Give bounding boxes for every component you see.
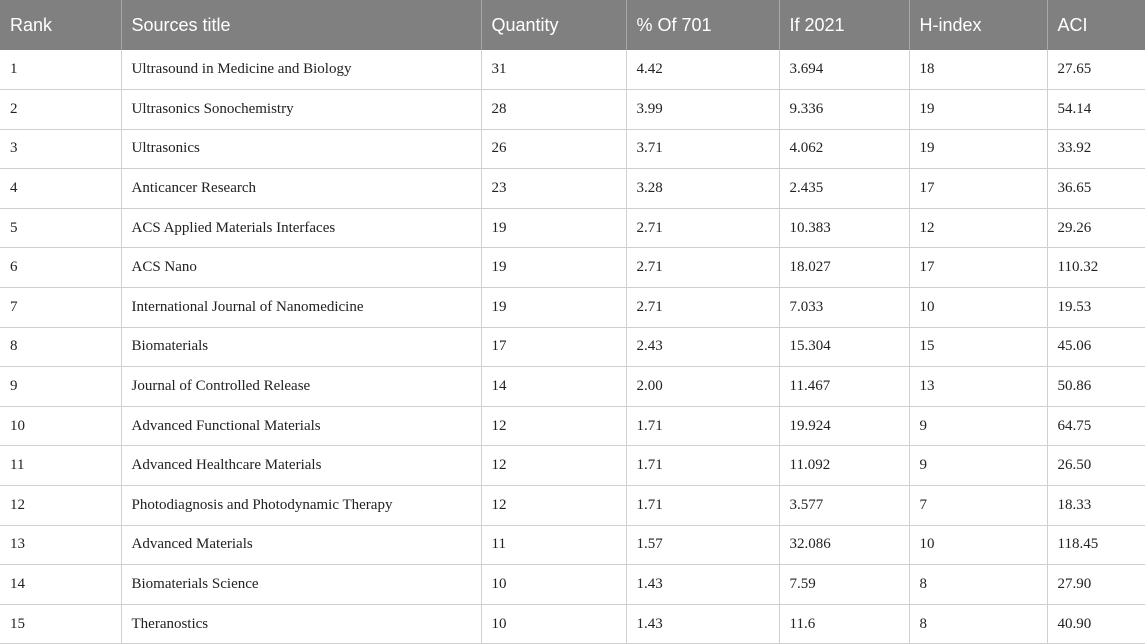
cell-h-index: 9 [909, 406, 1047, 446]
cell-sources-title: Advanced Materials [121, 525, 481, 565]
cell-rank: 3 [0, 129, 121, 169]
cell-h-index: 12 [909, 208, 1047, 248]
cell-quantity: 12 [481, 406, 626, 446]
cell-quantity: 19 [481, 288, 626, 328]
cell-if-2021: 7.59 [779, 565, 909, 605]
cell-sources-title: Journal of Controlled Release [121, 367, 481, 407]
table-row [0, 525, 1145, 565]
cell-percent: 2.71 [626, 288, 779, 328]
cell-if-2021: 15.304 [779, 327, 909, 367]
cell-percent: 3.71 [626, 129, 779, 169]
cell-rank: 2 [0, 90, 121, 130]
cell-if-2021: 3.694 [779, 50, 909, 90]
cell-sources-title: Biomaterials Science [121, 565, 481, 605]
cell-if-2021: 11.6 [779, 604, 909, 644]
cell-if-2021: 9.336 [779, 90, 909, 130]
table-row [0, 129, 1145, 169]
cell-aci: 18.33 [1047, 486, 1145, 526]
cell-aci: 45.06 [1047, 327, 1145, 367]
header-percent-of-701: % Of 701 [626, 0, 779, 50]
cell-h-index: 19 [909, 129, 1047, 169]
cell-aci: 40.90 [1047, 604, 1145, 644]
cell-rank: 9 [0, 367, 121, 407]
header-if-2021: If 2021 [779, 0, 909, 50]
cell-percent: 2.43 [626, 327, 779, 367]
cell-aci: 27.65 [1047, 50, 1145, 90]
cell-h-index: 19 [909, 90, 1047, 130]
cell-sources-title: ACS Applied Materials Interfaces [121, 208, 481, 248]
cell-h-index: 8 [909, 565, 1047, 605]
cell-if-2021: 32.086 [779, 525, 909, 565]
cell-aci: 64.75 [1047, 406, 1145, 446]
header-row [0, 0, 1145, 50]
table-row [0, 288, 1145, 328]
cell-sources-title: Anticancer Research [121, 169, 481, 209]
table-row [0, 565, 1145, 605]
cell-rank: 14 [0, 565, 121, 605]
header-h-index: H-index [909, 0, 1047, 50]
cell-quantity: 10 [481, 565, 626, 605]
cell-rank: 8 [0, 327, 121, 367]
cell-rank: 15 [0, 604, 121, 644]
table-row [0, 406, 1145, 446]
header-quantity: Quantity [481, 0, 626, 50]
cell-h-index: 10 [909, 525, 1047, 565]
table-row [0, 486, 1145, 526]
cell-if-2021: 7.033 [779, 288, 909, 328]
table-row [0, 169, 1145, 209]
cell-aci: 29.26 [1047, 208, 1145, 248]
cell-rank: 6 [0, 248, 121, 288]
cell-sources-title: Advanced Healthcare Materials [121, 446, 481, 486]
cell-rank: 1 [0, 50, 121, 90]
cell-h-index: 18 [909, 50, 1047, 90]
cell-quantity: 19 [481, 208, 626, 248]
cell-quantity: 12 [481, 486, 626, 526]
cell-rank: 7 [0, 288, 121, 328]
cell-sources-title: Advanced Functional Materials [121, 406, 481, 446]
cell-aci: 33.92 [1047, 129, 1145, 169]
cell-if-2021: 10.383 [779, 208, 909, 248]
header-sources-title: Sources title [121, 0, 481, 50]
table-row [0, 208, 1145, 248]
cell-if-2021: 3.577 [779, 486, 909, 526]
cell-percent: 1.43 [626, 565, 779, 605]
cell-sources-title: ACS Nano [121, 248, 481, 288]
cell-h-index: 15 [909, 327, 1047, 367]
cell-rank: 4 [0, 169, 121, 209]
cell-if-2021: 11.467 [779, 367, 909, 407]
cell-percent: 1.43 [626, 604, 779, 644]
cell-if-2021: 2.435 [779, 169, 909, 209]
cell-h-index: 9 [909, 446, 1047, 486]
cell-if-2021: 11.092 [779, 446, 909, 486]
cell-percent: 4.42 [626, 50, 779, 90]
table-row [0, 446, 1145, 486]
cell-rank: 13 [0, 525, 121, 565]
cell-aci: 50.86 [1047, 367, 1145, 407]
cell-quantity: 26 [481, 129, 626, 169]
cell-if-2021: 18.027 [779, 248, 909, 288]
cell-percent: 1.57 [626, 525, 779, 565]
cell-h-index: 7 [909, 486, 1047, 526]
cell-aci: 118.45 [1047, 525, 1145, 565]
table-row [0, 367, 1145, 407]
cell-rank: 12 [0, 486, 121, 526]
cell-percent: 1.71 [626, 406, 779, 446]
cell-quantity: 14 [481, 367, 626, 407]
cell-percent: 3.99 [626, 90, 779, 130]
table-row [0, 327, 1145, 367]
cell-if-2021: 4.062 [779, 129, 909, 169]
cell-rank: 5 [0, 208, 121, 248]
cell-quantity: 12 [481, 446, 626, 486]
cell-sources-title: Ultrasonics [121, 129, 481, 169]
cell-h-index: 17 [909, 248, 1047, 288]
cell-quantity: 23 [481, 169, 626, 209]
cell-aci: 36.65 [1047, 169, 1145, 209]
cell-quantity: 11 [481, 525, 626, 565]
header-rank: Rank [10, 14, 53, 35]
cell-percent: 2.71 [626, 248, 779, 288]
cell-aci: 19.53 [1047, 288, 1145, 328]
cell-aci: 54.14 [1047, 90, 1145, 130]
cell-rank: 11 [0, 446, 121, 486]
cell-quantity: 28 [481, 90, 626, 130]
cell-percent: 2.71 [626, 208, 779, 248]
cell-if-2021: 19.924 [779, 406, 909, 446]
cell-quantity: 10 [481, 604, 626, 644]
cell-h-index: 8 [909, 604, 1047, 644]
cell-sources-title: Ultrasound in Medicine and Biology [121, 50, 481, 90]
table-body [0, 50, 1145, 644]
cell-quantity: 31 [481, 50, 626, 90]
cell-h-index: 13 [909, 367, 1047, 407]
cell-aci: 27.90 [1047, 565, 1145, 605]
cell-h-index: 10 [909, 288, 1047, 328]
header-aci: ACI [1047, 0, 1145, 50]
cell-h-index: 17 [909, 169, 1047, 209]
cell-rank: 10 [0, 406, 121, 446]
cell-sources-title: Biomaterials [121, 327, 481, 367]
cell-percent: 3.28 [626, 169, 779, 209]
cell-percent: 2.00 [626, 367, 779, 407]
cell-quantity: 17 [481, 327, 626, 367]
cell-sources-title: Ultrasonics Sonochemistry [121, 90, 481, 130]
table-row [0, 604, 1145, 644]
table-header [0, 0, 1145, 50]
cell-aci: 110.32 [1047, 248, 1145, 288]
cell-quantity: 19 [481, 248, 626, 288]
table-row [0, 90, 1145, 130]
cell-percent: 1.71 [626, 446, 779, 486]
cell-sources-title: Theranostics [121, 604, 481, 644]
cell-aci: 26.50 [1047, 446, 1145, 486]
table-row [0, 248, 1145, 288]
table-row [0, 50, 1145, 90]
cell-sources-title: International Journal of Nanomedicine [121, 288, 481, 328]
cell-sources-title: Photodiagnosis and Photodynamic Therapy [121, 486, 481, 526]
cell-percent: 1.71 [626, 486, 779, 526]
